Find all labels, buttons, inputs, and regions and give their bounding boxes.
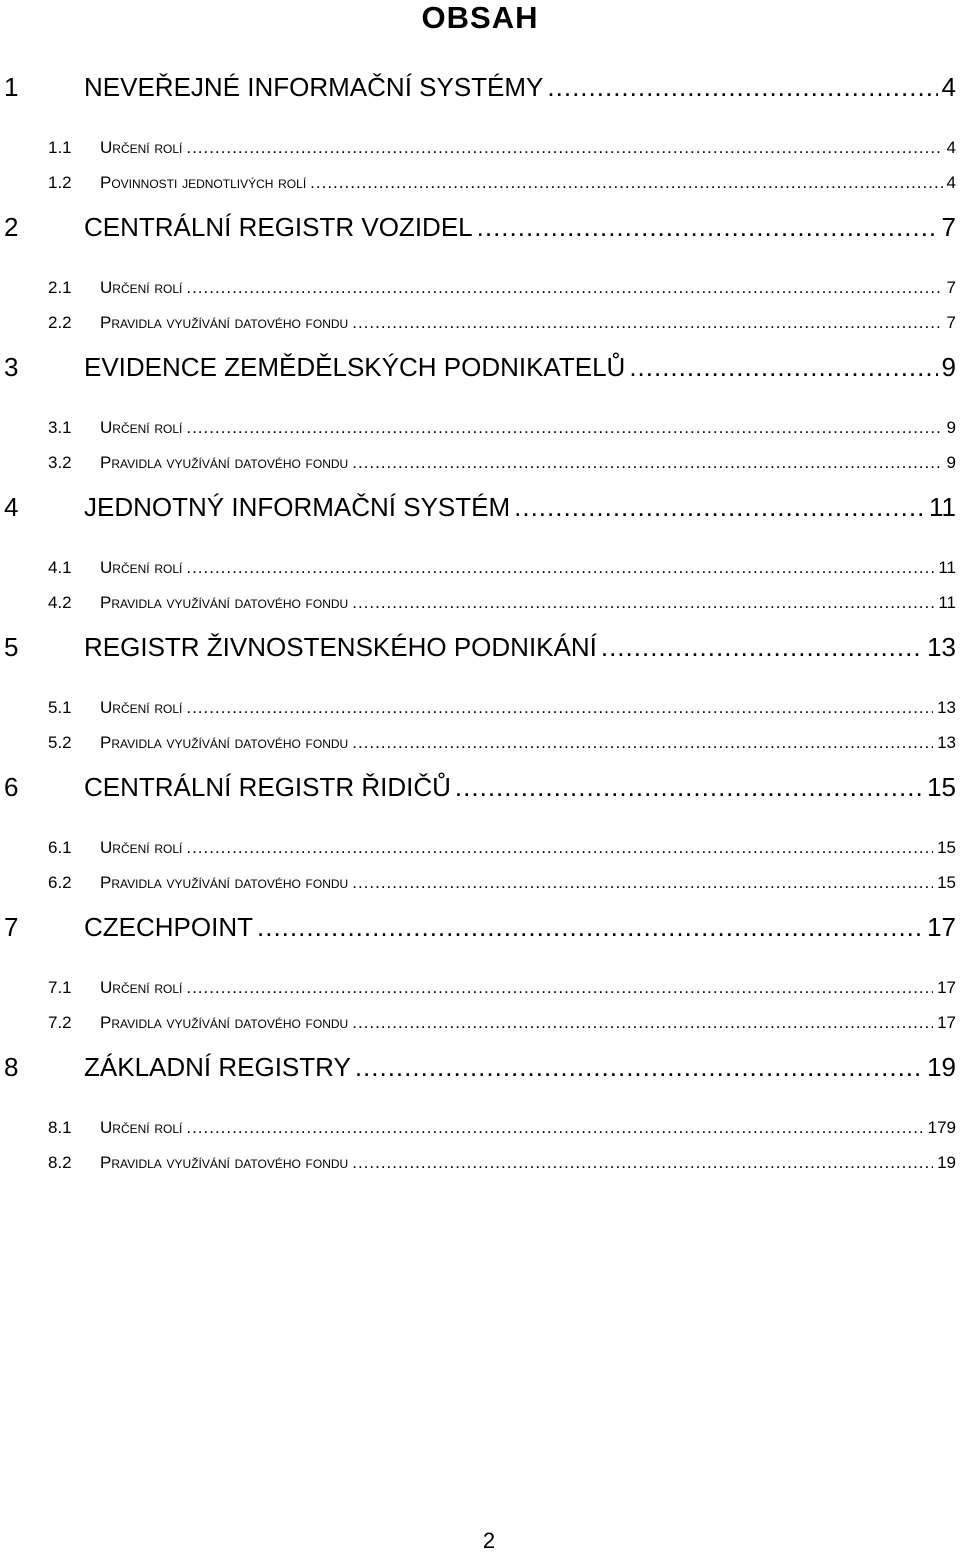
- dot-leader: [355, 1052, 923, 1083]
- toc-number: 2.1: [48, 278, 72, 297]
- toc-page-number: 17: [937, 978, 956, 997]
- toc-section[interactable]: [0, 873, 960, 908]
- toc-number: 7: [4, 912, 19, 942]
- toc-page-number: 11: [929, 492, 956, 522]
- toc-page-number: 9: [941, 352, 956, 382]
- dot-leader: [352, 313, 942, 333]
- toc-number: 3: [4, 352, 19, 382]
- toc-page-number: 7: [941, 212, 956, 242]
- toc-page-number: 11: [938, 558, 956, 577]
- toc-title: REGISTR ŽIVNOSTENSKÉHO PODNIKÁNÍ: [84, 632, 597, 662]
- toc-number: 5: [4, 632, 19, 662]
- toc-chapter[interactable]: [0, 768, 960, 838]
- toc-page-number: 9: [946, 418, 956, 437]
- toc-chapter[interactable]: [0, 908, 960, 978]
- toc-chapter[interactable]: [0, 348, 960, 418]
- toc-number: 1.1: [48, 138, 72, 157]
- toc-number: 8.1: [48, 1118, 72, 1137]
- toc-section[interactable]: [0, 1153, 960, 1188]
- toc-page-number: 4: [946, 138, 956, 157]
- toc-number: 7.1: [48, 978, 72, 997]
- toc-section[interactable]: [0, 1013, 960, 1048]
- dot-leader: [514, 492, 925, 523]
- toc-page-number: 19: [937, 1153, 956, 1172]
- toc-number: 7.2: [48, 1013, 72, 1032]
- dot-leader: [601, 632, 923, 663]
- toc-section[interactable]: [0, 173, 960, 208]
- toc-page-number: 13: [937, 698, 956, 717]
- dot-leader: [352, 593, 934, 613]
- toc-title: EVIDENCE ZEMĚDĚLSKÝCH PODNIKATELŮ: [84, 352, 626, 382]
- toc-section[interactable]: [0, 978, 960, 1013]
- toc-title: pravidla využívání datového fondu: [100, 313, 349, 332]
- toc-title: určení rolí: [100, 278, 183, 297]
- toc-number: 1.2: [48, 173, 72, 192]
- toc-number: 6.2: [48, 873, 72, 892]
- toc-title: pravidla využívání datového fondu: [100, 1013, 349, 1032]
- dot-leader: [352, 1153, 933, 1173]
- toc-number: 3.2: [48, 453, 72, 472]
- toc-number: 5.1: [48, 698, 72, 717]
- toc-number: 8.2: [48, 1153, 72, 1172]
- toc-page-number: 15: [927, 772, 956, 802]
- dot-leader: [186, 138, 942, 158]
- dot-leader: [186, 838, 933, 858]
- toc-page-number: 7: [946, 278, 956, 297]
- toc-title: povinnosti jednotlivých rolí: [100, 173, 307, 192]
- toc-title: JEDNOTNÝ INFORMAČNÍ SYSTÉM: [84, 492, 511, 522]
- toc-number: 8: [4, 1052, 19, 1082]
- toc-title: pravidla využívání datového fondu: [100, 1153, 349, 1172]
- page-number: 2: [482, 1528, 496, 1553]
- toc-title: určení rolí: [100, 838, 183, 857]
- toc-title: určení rolí: [100, 418, 183, 437]
- toc-page-number: 15: [937, 873, 956, 892]
- toc-section[interactable]: [0, 558, 960, 593]
- dot-leader: [186, 978, 933, 998]
- toc-page-number: 17: [927, 912, 956, 942]
- dot-leader: [629, 352, 937, 383]
- toc-page-number: 19: [927, 1052, 956, 1082]
- toc-page-number: 11: [938, 593, 956, 612]
- toc-title: pravidla využívání datového fondu: [100, 453, 349, 472]
- toc-title: NEVEŘEJNÉ INFORMAČNÍ SYSTÉMY: [84, 72, 544, 102]
- dot-leader: [547, 72, 937, 103]
- toc-title: určení rolí: [100, 1118, 183, 1137]
- dot-leader: [477, 212, 938, 243]
- dot-leader: [186, 558, 934, 578]
- toc-page-number: 13: [927, 632, 956, 662]
- toc-page-number: 7: [946, 313, 956, 332]
- dot-leader: [186, 278, 942, 298]
- toc-section[interactable]: [0, 313, 960, 348]
- dot-leader: [352, 1013, 933, 1033]
- toc-chapter[interactable]: [0, 208, 960, 278]
- toc-title: určení rolí: [100, 138, 183, 157]
- dot-leader: [257, 912, 923, 943]
- toc-number: 4: [4, 492, 19, 522]
- toc-page-number: 15: [937, 838, 956, 857]
- toc-number: 2: [4, 212, 19, 242]
- toc-number: 4.2: [48, 593, 72, 612]
- dot-leader: [352, 873, 933, 893]
- toc-title: CENTRÁLNÍ REGISTR ŘIDIČŮ: [84, 772, 451, 802]
- dot-leader: [186, 418, 942, 438]
- toc-chapter[interactable]: [0, 1048, 960, 1118]
- page-title: OBSAH: [421, 0, 539, 35]
- table-of-contents: [0, 68, 960, 1188]
- toc-section[interactable]: [0, 698, 960, 733]
- dot-leader: [455, 772, 923, 803]
- toc-title: CZECHPOINT: [84, 912, 253, 942]
- toc-page-number: 13: [937, 733, 956, 752]
- toc-page-number: 179: [927, 1118, 956, 1137]
- toc-title: určení rolí: [100, 558, 183, 577]
- toc-number: 6: [4, 772, 19, 802]
- dot-leader: [310, 173, 942, 193]
- toc-number: 1: [4, 72, 19, 102]
- toc-number: 4.1: [48, 558, 72, 577]
- toc-title: pravidla využívání datového fondu: [100, 873, 349, 892]
- toc-number: 5.2: [48, 733, 72, 752]
- toc-section[interactable]: [0, 593, 960, 628]
- toc-title: pravidla využívání datového fondu: [100, 733, 349, 752]
- dot-leader: [352, 733, 933, 753]
- toc-section[interactable]: [0, 1118, 960, 1153]
- toc-title: pravidla využívání datového fondu: [100, 593, 349, 612]
- toc-section[interactable]: [0, 838, 960, 873]
- toc-title: ZÁKLADNÍ REGISTRY: [84, 1052, 351, 1082]
- toc-number: 6.1: [48, 838, 72, 857]
- toc-title: určení rolí: [100, 978, 183, 997]
- toc-section[interactable]: [0, 418, 960, 453]
- toc-page-number: 4: [946, 173, 956, 192]
- toc-number: 2.2: [48, 313, 72, 332]
- toc-section[interactable]: [0, 138, 960, 173]
- dot-leader: [186, 1118, 923, 1138]
- dot-leader: [186, 698, 933, 718]
- toc-number: 3.1: [48, 418, 72, 437]
- toc-section[interactable]: [0, 733, 960, 768]
- toc-title: CENTRÁLNÍ REGISTR VOZIDEL: [84, 212, 473, 242]
- toc-page-number: 17: [937, 1013, 956, 1032]
- toc-chapter[interactable]: [0, 68, 960, 138]
- toc-section[interactable]: [0, 453, 960, 488]
- toc-page-number: 4: [941, 72, 956, 102]
- dot-leader: [352, 453, 942, 473]
- toc-chapter[interactable]: [0, 628, 960, 698]
- toc-page-number: 9: [946, 453, 956, 472]
- toc-chapter[interactable]: [0, 488, 960, 558]
- toc-section[interactable]: [0, 278, 960, 313]
- toc-title: určení rolí: [100, 698, 183, 717]
